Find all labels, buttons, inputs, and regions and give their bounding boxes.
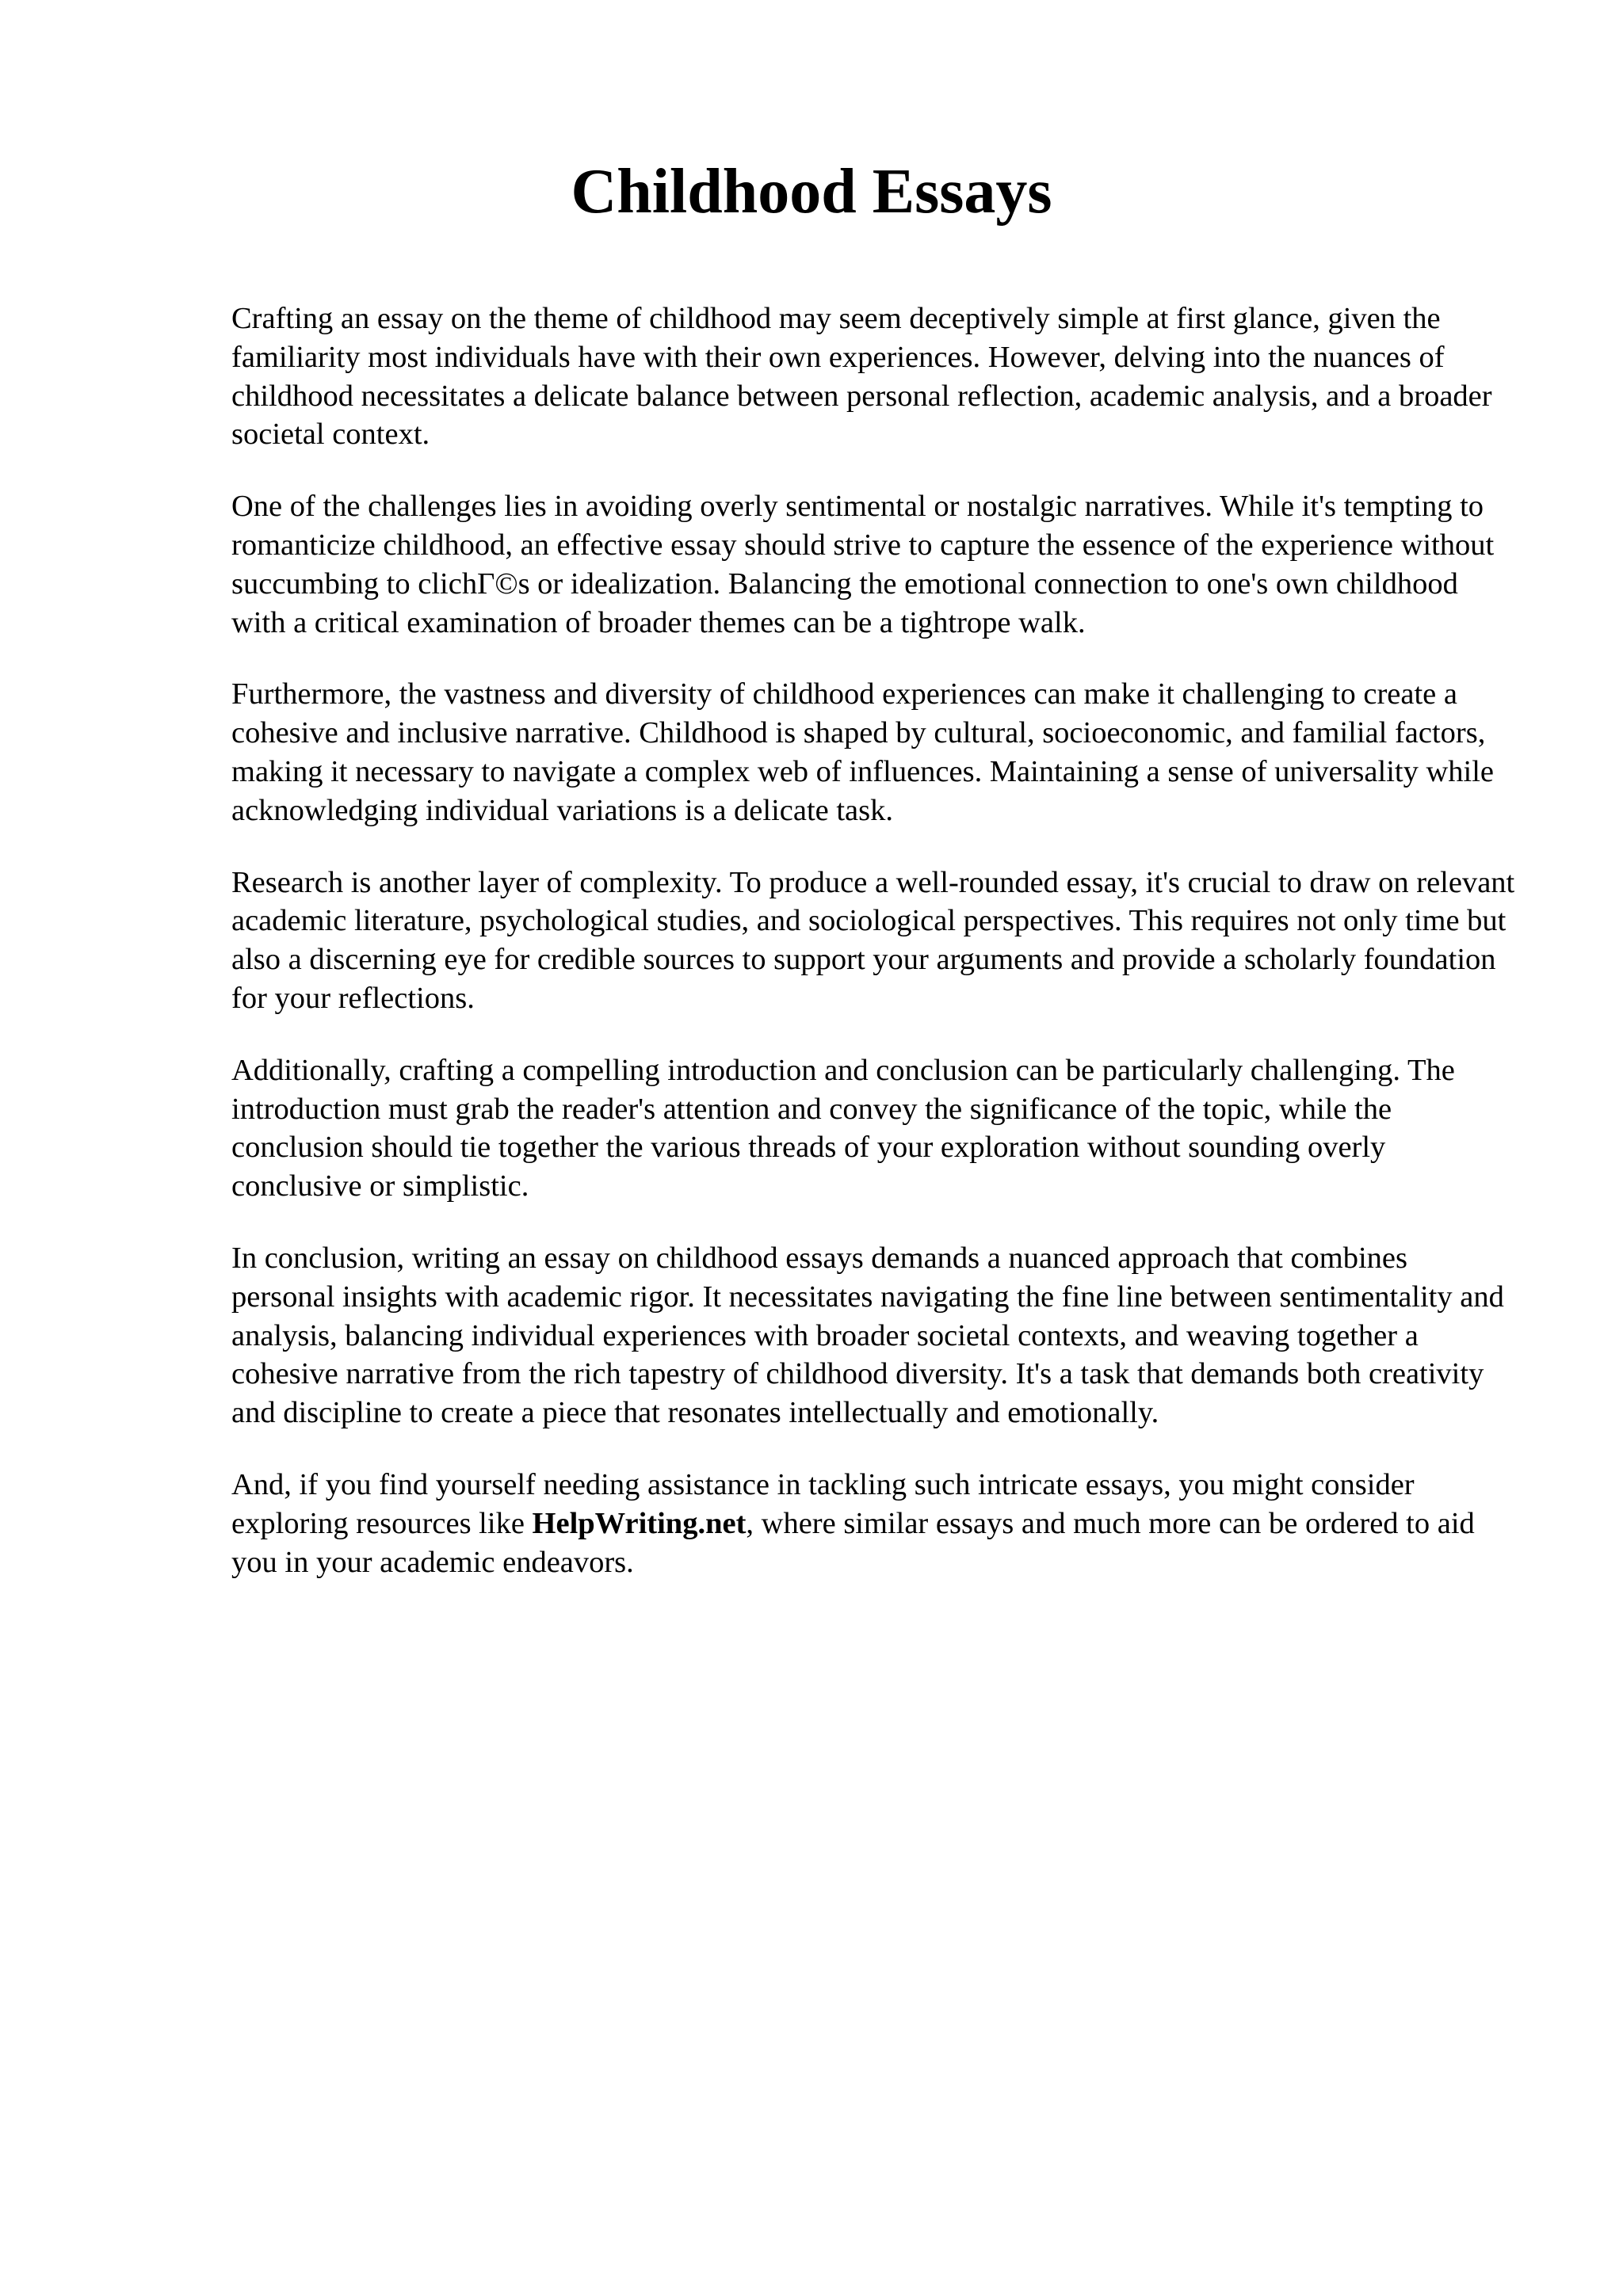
paragraph-2: One of the challenges lies in avoiding overly sentimental or nostalgic narratives. While it's tempting to romanticize childhood, an effective essay should strive to capture the essence of the experience without succumbing to clichΓ©s or idealization. Balancing the emotional connection to one's own childhood with a critical examination of broader themes can be a tightrope walk. [231,490,1495,639]
closing-text-after: , where similar essays and much more can be ordered to aid you in your academic endeavors. [231,1506,1475,1579]
closing-text-before: And, if you find yourself needing assistance in tackling such intricate essays, you might consider exploring resources like [231,1467,1415,1540]
paragraph-3: Furthermore, the vastness and diversity of childhood experiences can make it challenging to create a cohesive and inclusive narrative. Childhood is shaped by cultural, socioeconomic, and familial factors, making it necessary to navigate a complex web of influences. Maintaining a sense of universality while acknowledging individual variations is a delicate task. [231,677,1494,827]
paragraph-4: Research is another layer of complexity. To produce a well-rounded essay, it's crucial to draw on relevant academic literature, psychological studies, and sociological perspectives. This requires not only time but also a discerning eye for credible sources to support your arguments and provide a scholarly foundation for your reflections. [231,865,1515,1015]
essay-body [231,299,1515,1581]
paragraph-6: In conclusion, writing an essay on childhood essays demands a nuanced approach that combines personal insights with academic rigor. It necessitates navigating the fine line between sentimentality and analysis, balancing individual experiences with broader societal contexts, and weaving together a cohesive narrative from the rich tapestry of childhood diversity. It's a task that demands both creativity and discipline to create a piece that resonates intellectually and emotionally. [231,1241,1504,1430]
closing-paragraph [231,1466,1515,1581]
page-title: Childhood Essays [571,157,1052,227]
brand-name: HelpWriting.net [532,1506,747,1540]
paragraph-1: Crafting an essay on the theme of childhood may seem deceptively simple at first glance, given the familiarity most individuals have with their own experiences. However, delving into the nuances of childhood necessitates a delicate balance between personal reflection, academic analysis, and a broader societal context. [231,302,1492,452]
paragraph-5: Additionally, crafting a compelling introduction and conclusion can be particularly challenging. The introduction must grab the reader's attention and convey the significance of the topic, while the conclusion should tie together the various threads of your exploration without sounding overly conclusive or simplistic. [231,1053,1455,1203]
